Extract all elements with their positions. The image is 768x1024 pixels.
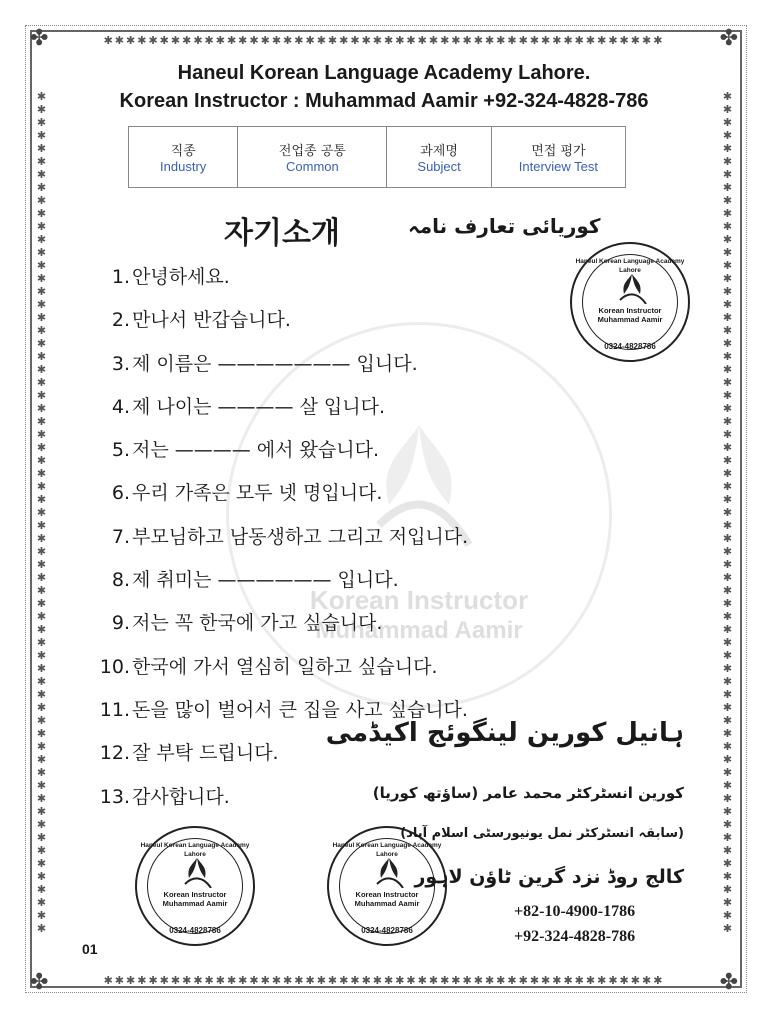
page-number: 01 <box>82 941 98 957</box>
phone-korea: +82-10-4900-1786 <box>514 903 636 920</box>
watermark-line1: Korean Instructor <box>309 585 529 615</box>
academy-stamp: Korean Instructor Muhammad Aamir 0324-4828786 Haneul Korean Language Academy Lahore <box>570 242 690 362</box>
info-cell-industry: 직종 Industry <box>129 127 238 188</box>
list-item: 8. 제 취미는 —————— 입니다. <box>111 569 399 592</box>
academy-logo-icon <box>373 856 405 888</box>
corner-ornament-icon: ✤ <box>719 26 738 51</box>
info-cell-subject: 과제명 Subject <box>387 127 491 188</box>
list-item: 9. 저는 꼭 한국에 가고 싶습니다. <box>111 612 383 635</box>
academy-stamp: Korean Instructor Muhammad Aamir 0324-4828786 Haneul Korean Language Academy Lahore <box>327 826 447 946</box>
urdu-instructor: کورین انسٹرکٹر محمد عامر (ساؤتھ کوریا) <box>372 784 684 802</box>
urdu-former-post: (سابقہ انسٹرکٹر نمل یونیورسٹی اسلام آباد) <box>400 826 684 841</box>
list-item: 13. 감사합니다. <box>99 785 230 808</box>
urdu-address: کالج روڈ نزد گرین ٹاؤن لاہور <box>414 866 684 888</box>
academy-title: Haneul Korean Language Academy Lahore. <box>177 62 591 84</box>
border-pattern-bottom: ✱✱✱✱✱✱✱✱✱✱✱✱✱✱✱✱✱✱✱✱✱✱✱✱✱✱✱✱✱✱✱✱✱✱✱✱✱✱✱✱✱✱✱✱✱✱✱✱✱✱ <box>103 974 665 987</box>
info-cell-common: 전업종 공통 Common <box>238 127 387 188</box>
info-cell-interview: 면접 평가 Interview Test <box>491 127 625 188</box>
border-pattern-top: ✱✱✱✱✱✱✱✱✱✱✱✱✱✱✱✱✱✱✱✱✱✱✱✱✱✱✱✱✱✱✱✱✱✱✱✱✱✱✱✱✱✱✱✱✱✱✱✱✱✱ <box>103 34 665 47</box>
list-item: 11. 돈을 많이 벌어서 큰 집을 사고 싶습니다. <box>99 698 468 721</box>
list-item: 5. 저는 ———— 에서 왔습니다. <box>111 439 379 462</box>
urdu-academy-name: ہانیل کورین لینگوئج اکیڈمی <box>325 718 684 748</box>
academy-stamp: Korean Instructor Muhammad Aamir 0324-4828786 Haneul Korean Language Academy Lahore <box>135 826 255 946</box>
list-item: 2. 만나서 반갑습니다. <box>111 309 291 332</box>
corner-ornament-icon: ✤ <box>719 970 738 995</box>
phone-pakistan: +92-324-4828-786 <box>514 928 636 945</box>
watermark-line2: Muhammad Aamir <box>315 617 523 644</box>
urdu-title: کوریائی تعارف نامہ <box>408 214 601 238</box>
academy-logo-icon <box>181 856 213 888</box>
list-item: 1. 안녕하세요. <box>111 266 230 288</box>
border-pattern-right: ✱✱✱✱✱✱✱✱✱✱✱✱✱✱✱✱✱✱✱✱✱✱✱✱✱✱✱✱✱✱✱✱✱✱✱✱✱✱✱✱✱✱✱✱✱✱✱✱✱✱✱✱✱✱✱✱✱✱✱✱✱✱✱✱✱ <box>721 89 734 935</box>
instructor-line: Korean Instructor : Muhammad Aamir +92-324-4828-786 <box>119 90 649 112</box>
border-pattern-left: ✱✱✱✱✱✱✱✱✱✱✱✱✱✱✱✱✱✱✱✱✱✱✱✱✱✱✱✱✱✱✱✱✱✱✱✱✱✱✱✱✱✱✱✱✱✱✱✱✱✱✱✱✱✱✱✱✱✱✱✱✱✱✱✱✱ <box>35 89 48 935</box>
list-item: 4. 제 나이는 ———— 살 입니다. <box>111 395 386 418</box>
list-item: 10. 한국에 가서 열심히 일하고 싶습니다. <box>99 655 438 678</box>
corner-ornament-icon: ✤ <box>30 970 49 995</box>
academy-logo-icon <box>616 272 648 304</box>
corner-ornament-icon: ✤ <box>30 26 49 51</box>
page-title: 자기소개 <box>224 216 340 251</box>
list-item: 7. 부모님하고 남동생하고 그리고 저입니다. <box>111 525 469 548</box>
list-item: 6. 우리 가족은 모두 넷 명입니다. <box>111 482 383 505</box>
list-item: 3. 제 이름은 ——————— 입니다. <box>111 352 418 375</box>
list-item: 12. 잘 부탁 드립니다. <box>99 742 279 765</box>
info-table <box>128 126 626 188</box>
